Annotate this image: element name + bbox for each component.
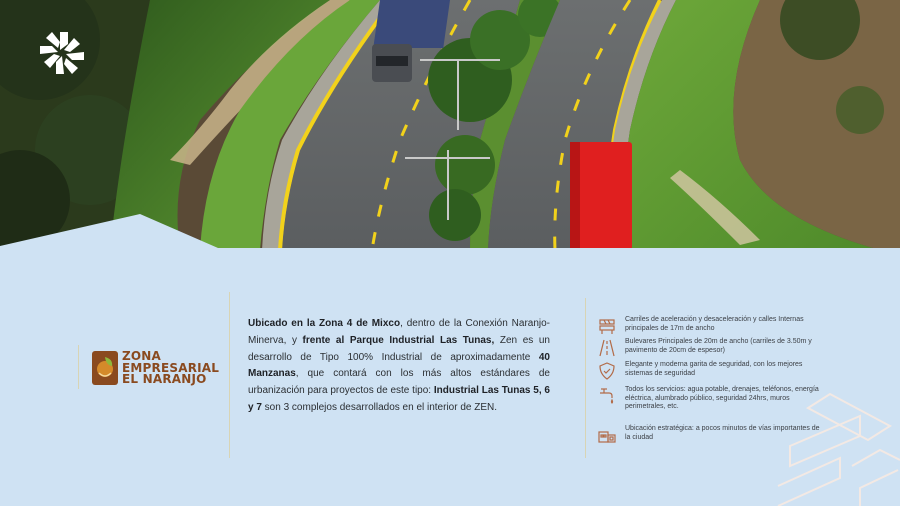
separator-badge <box>78 345 79 389</box>
desc-text-2: Zen es un desarrollo de Tipo 100% Industrial de aproximadamente <box>248 334 550 363</box>
decorative-outline-shapes <box>760 386 900 506</box>
desc-text-3: , que contará con los más altos estándares de urbanización para proyectos de este tipo: <box>248 368 550 397</box>
road-icon <box>598 339 616 357</box>
separator-right <box>585 298 586 458</box>
desc-area: 40 Manzanas <box>248 351 550 380</box>
road-barrier-icon <box>598 317 616 335</box>
separator-left <box>229 292 230 458</box>
desc-park: frente al Parque Industrial Las Tunas, <box>302 334 495 346</box>
feature-text: Todos los servicios: agua potable, drenajes, teléfonos, energía eléctrica, alumbrado público, seguridad 24hrs, muros perimetrales, etc. <box>625 386 819 411</box>
desc-complexes: Industrial Las Tunas 5, 6 y 7 <box>248 385 550 413</box>
zen-leaf-logo-icon <box>92 351 118 385</box>
buildings-icon <box>598 426 616 444</box>
feature-text: Carriles de aceleración y desaceleración y calles Internas principales de 17m de ancho <box>625 316 804 332</box>
faucet-icon <box>598 387 616 405</box>
shield-check-icon <box>598 362 616 380</box>
feature-item <box>598 316 821 335</box>
desc-location: Ubicado en la Zona 4 de Mixco <box>248 318 401 329</box>
feature-item <box>598 338 821 357</box>
desc-text-4: son 3 complejos desarrollados en el interior de ZEN. <box>261 401 498 413</box>
feature-text: Elegante y moderna garita de seguridad, con los mejores sistemas de seguridad <box>625 361 803 377</box>
zona-empresarial-badge <box>92 351 219 386</box>
feature-text: Bulevares Principales de 20m de ancho (carriles de 3.50m y pavimento de 20cm de espesor) <box>625 338 812 354</box>
desc-text-1: , dentro de la Conexión Naranjo-Minerva, y <box>248 318 551 346</box>
badge-line-3: EL NARANJO <box>122 372 207 386</box>
feature-item <box>598 361 821 380</box>
project-description <box>248 316 550 417</box>
pinwheel-logo-icon <box>36 30 88 76</box>
badge-line-1: ZONA <box>122 349 162 363</box>
badge-line-2: EMPRESARIAL <box>122 360 220 375</box>
feature-text: Ubicación estratégica: a pocos minutos de vías importantes de la ciudad <box>625 425 820 441</box>
